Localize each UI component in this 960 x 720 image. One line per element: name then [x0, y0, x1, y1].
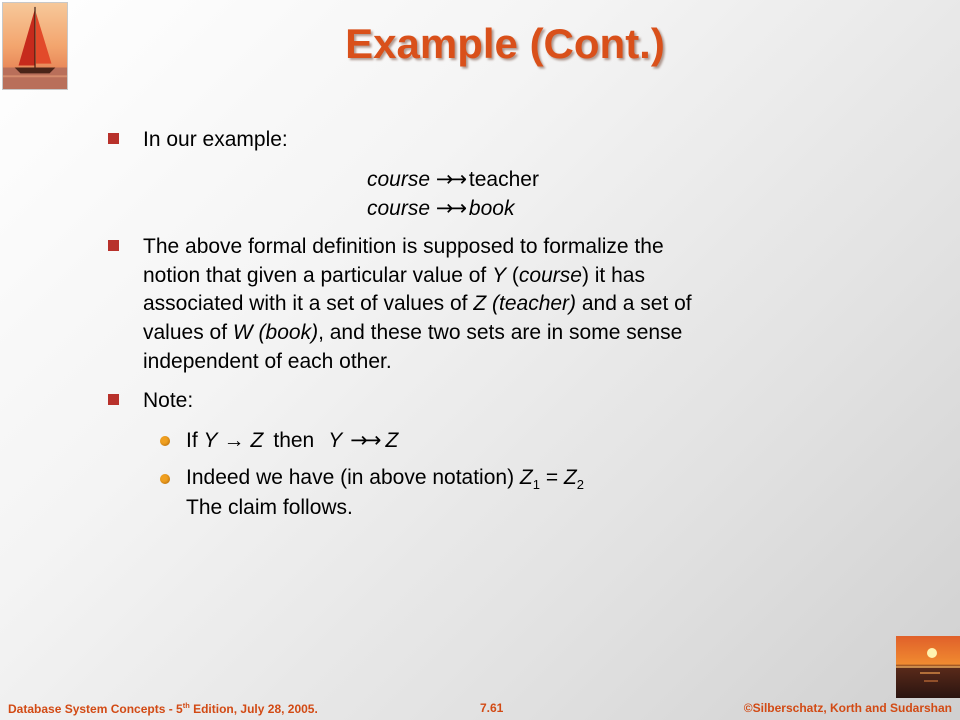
mvd-course-teacher: [367, 167, 539, 192]
text-span: =: [539, 466, 564, 489]
text-span: Edition, July 28, 2005.: [189, 702, 318, 716]
text-span: then: [273, 429, 315, 452]
round-bullet-icon: [160, 474, 170, 484]
var-z: Z (teacher): [473, 292, 577, 315]
mvd-course-book: [367, 196, 514, 221]
var-y: Y: [492, 264, 507, 287]
paragraph-line: independent of each other.: [143, 350, 392, 373]
var-z: Z: [563, 466, 577, 489]
square-bullet-icon: [108, 240, 119, 251]
var-w: W (book): [232, 321, 319, 344]
subscript: 1: [532, 477, 540, 493]
slide-title: Example (Cont.): [345, 20, 665, 67]
bullet-note: Note:: [143, 389, 194, 412]
text-span: Database System Concepts - 5: [8, 702, 183, 716]
text-span: notion that given a particular value of: [143, 264, 493, 287]
text-span: If: [186, 429, 204, 452]
subbullet-if-then: [186, 428, 398, 453]
var-z: Z: [385, 429, 399, 452]
paragraph-line: The above formal definition is supposed to formalize the: [143, 235, 664, 258]
text-span: associated with it a set of values of: [143, 292, 474, 315]
var-z: Z: [250, 429, 264, 452]
bullet-in-our-example: In our example:: [143, 128, 288, 151]
subscript: 2: [576, 477, 584, 493]
mvd-rhs: book: [468, 197, 515, 220]
mvd-lhs: course: [367, 197, 431, 220]
paragraph-line: [143, 264, 645, 288]
footer-copyright: ©Silberschatz, Korth and Sudarshan: [743, 701, 952, 715]
claim-follows: The claim follows.: [186, 496, 353, 519]
var-y: Y: [203, 429, 218, 452]
text-span: , and these two sets are in some sense: [318, 321, 683, 344]
functional-arrow-icon: →: [223, 429, 245, 452]
footer-page-number: 7.61: [480, 701, 504, 715]
multivalued-arrow-icon: →→: [435, 196, 464, 220]
text-span: ) it has: [581, 264, 645, 287]
mvd-lhs: course: [367, 168, 431, 191]
text-span: (: [506, 264, 519, 287]
paragraph-line: [143, 321, 682, 345]
var-y: Y: [328, 429, 343, 452]
square-bullet-icon: [108, 394, 119, 405]
text-span: Indeed we have (in above notation): [186, 466, 520, 489]
var-z: Z: [519, 466, 533, 489]
paragraph-line: [143, 292, 692, 316]
round-bullet-icon: [160, 436, 170, 446]
multivalued-arrow-icon: →→: [350, 428, 378, 452]
text-span: and a set of: [576, 292, 692, 315]
square-bullet-icon: [108, 133, 119, 144]
var-course: course: [518, 264, 582, 287]
subbullet-indeed: [186, 466, 584, 492]
superscript: th: [182, 701, 190, 710]
mvd-rhs: teacher: [468, 168, 539, 191]
multivalued-arrow-icon: →→: [435, 167, 464, 191]
footer-left: [8, 701, 318, 716]
text-span: values of: [143, 321, 233, 344]
